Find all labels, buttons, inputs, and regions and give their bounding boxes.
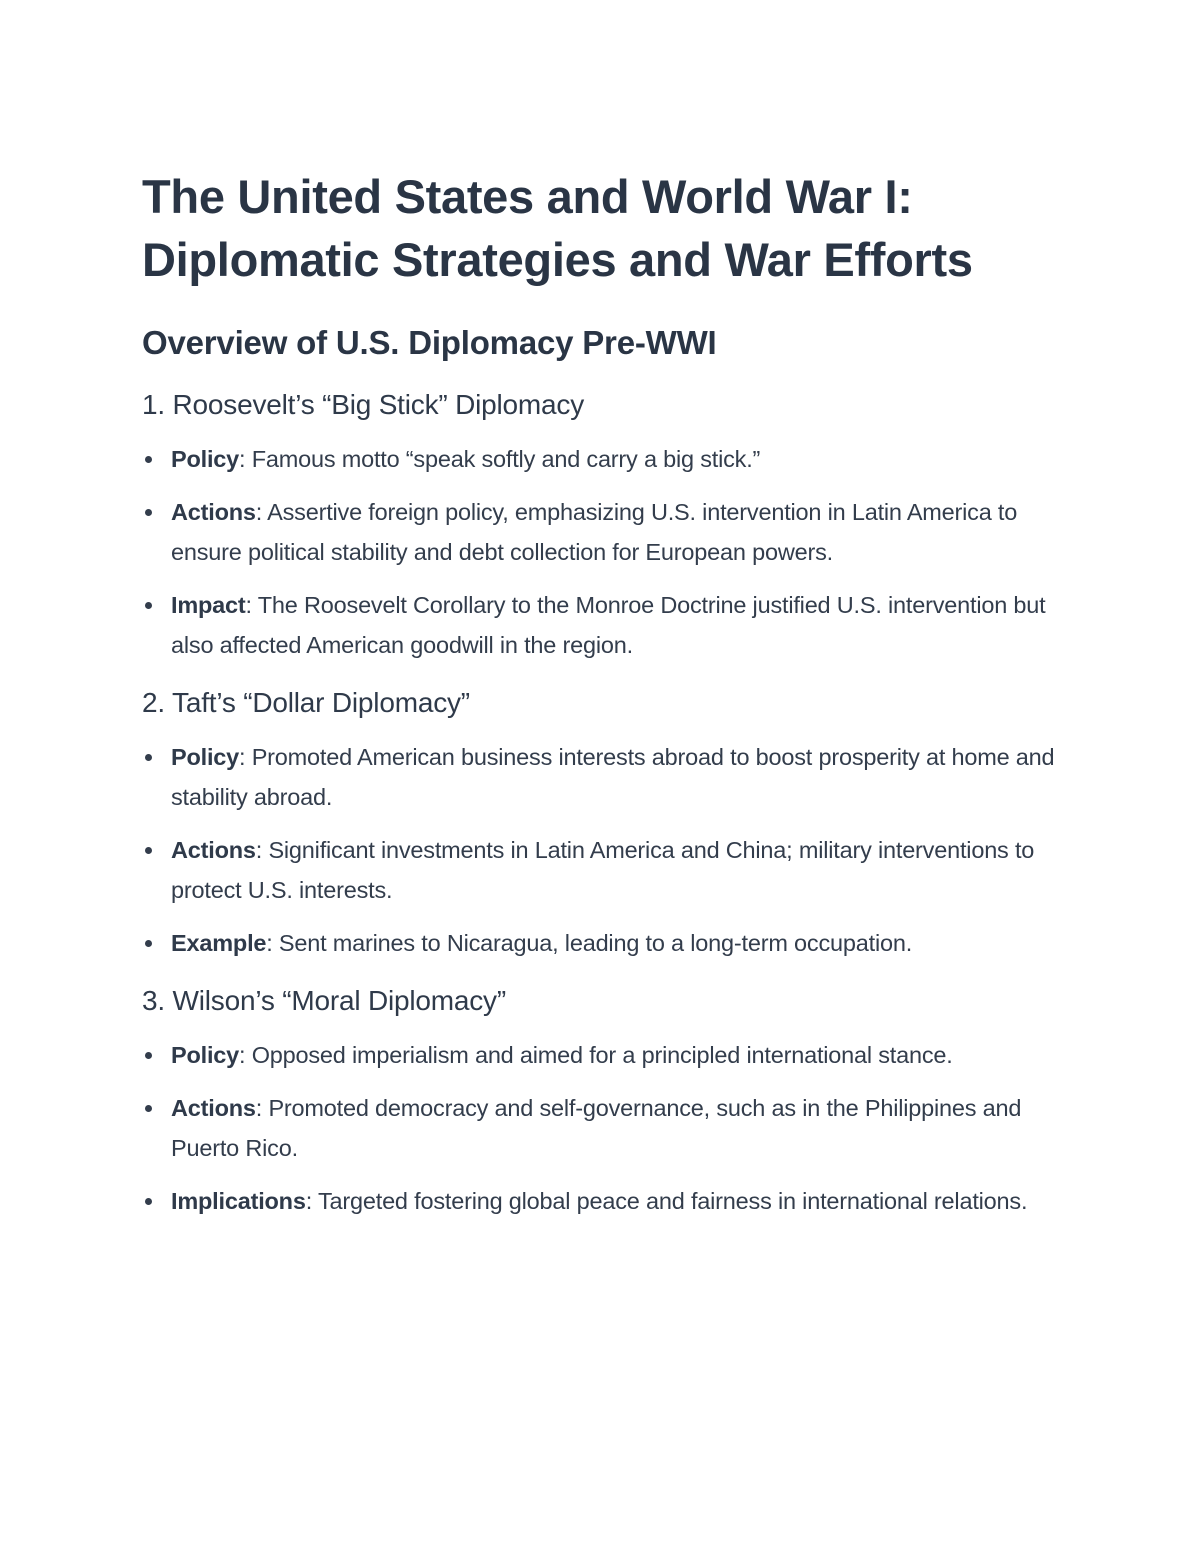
list-item — [142, 1088, 1072, 1168]
list-item-text: : Promoted American business interests abroad to boost prosperity at home and stability abroad. — [171, 744, 1055, 810]
bullet-list-taft — [142, 737, 1072, 963]
subsection-heading-taft: 2. Taft’s “Dollar Diplomacy” — [142, 687, 470, 718]
list-item-term: Policy — [171, 1042, 240, 1068]
bullet-icon — [145, 1198, 152, 1205]
document-title-line-1: The United States and World War I: — [142, 170, 913, 223]
list-item-text: : Promoted democracy and self-governance, such as in the Philippines and Puerto Rico. — [171, 1095, 1022, 1161]
list-item-term: Actions — [171, 499, 256, 525]
list-item-text: : Sent marines to Nicaragua, leading to a long-term occupation. — [266, 930, 913, 956]
list-item-text: : Significant investments in Latin America and China; military interventions to protect U.S. interests. — [171, 837, 1035, 903]
list-item-term: Implications — [171, 1188, 306, 1214]
list-item — [142, 1181, 1072, 1221]
subsection-heading-roosevelt: 1. Roosevelt’s “Big Stick” Diplomacy — [142, 389, 584, 420]
document-page — [142, 165, 1072, 1234]
bullet-icon — [145, 940, 152, 947]
bullet-icon — [145, 1052, 152, 1059]
bullet-icon — [145, 754, 152, 761]
list-item — [142, 585, 1072, 665]
list-item-text: : Assertive foreign policy, emphasizing U.S. intervention in Latin America to ensure political stability and debt collection for European powers. — [171, 499, 1018, 565]
list-item-term: Actions — [171, 1095, 256, 1121]
list-item — [142, 1035, 1072, 1075]
bullet-icon — [145, 509, 152, 516]
list-item-text: : The Roosevelt Corollary to the Monroe Doctrine justified U.S. intervention but also affected American goodwill in the region. — [171, 592, 1046, 658]
section-heading: Overview of U.S. Diplomacy Pre-WWI — [142, 324, 717, 361]
list-item-term: Impact — [171, 592, 246, 618]
list-item — [142, 492, 1072, 572]
list-item-text: : Targeted fostering global peace and fairness in international relations. — [305, 1188, 1028, 1214]
list-item-text: : Famous motto “speak softly and carry a big stick.” — [239, 446, 761, 472]
list-item — [142, 923, 1072, 963]
list-item-term: Policy — [171, 446, 240, 472]
bullet-list-wilson — [142, 1035, 1072, 1221]
bullet-list-roosevelt — [142, 439, 1072, 665]
subsection-heading-wilson: 3. Wilson’s “Moral Diplomacy” — [142, 985, 506, 1016]
list-item — [142, 737, 1072, 817]
list-item — [142, 830, 1072, 910]
bullet-icon — [145, 1105, 152, 1112]
bullet-icon — [145, 847, 152, 854]
list-item-text: : Opposed imperialism and aimed for a principled international stance. — [239, 1042, 953, 1068]
list-item-term: Example — [171, 930, 267, 956]
list-item-term: Policy — [171, 744, 240, 770]
document-title-line-2: Diplomatic Strategies and War Efforts — [142, 233, 973, 286]
list-item — [142, 439, 1072, 479]
document-title — [142, 165, 1072, 291]
list-item-term: Actions — [171, 837, 256, 863]
bullet-icon — [145, 602, 152, 609]
bullet-icon — [145, 456, 152, 463]
